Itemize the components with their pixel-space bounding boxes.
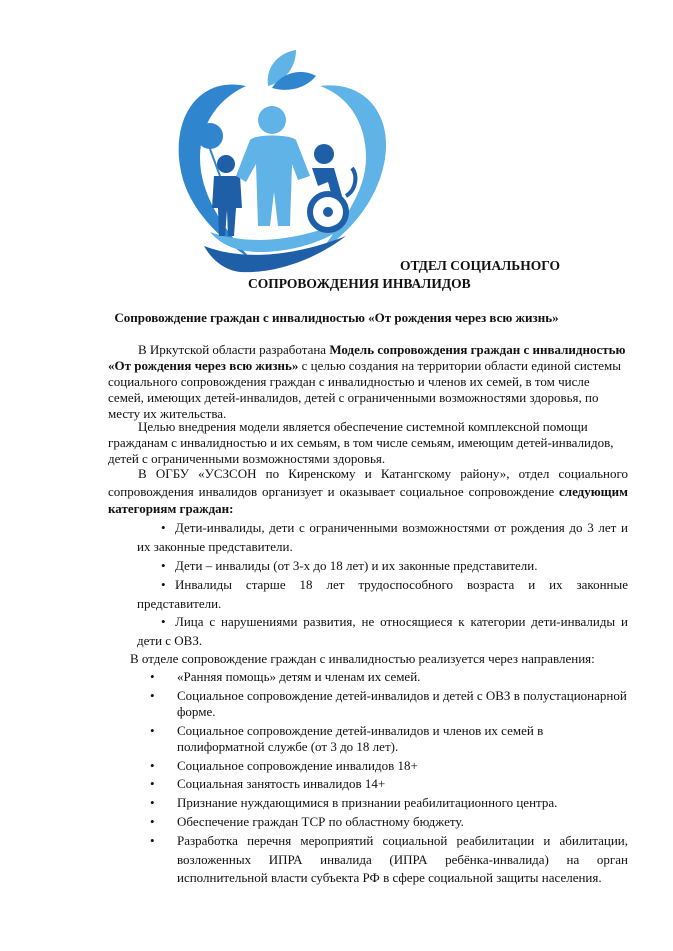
directions-heading: В отделе сопровождение граждан с инвалидностью реализуется через направления: [130,651,595,666]
category-item: • Дети – инвалиды (от 3-х до 18 лет) и их законные представители. [161,558,538,573]
category-item: • Инвалиды старше 18 лет трудоспособного возраста и их законные представители. [137,577,628,611]
adult-body-icon [236,136,310,227]
category-item: • Лица с нарушениями развития, не относящиеся к категории дети-инвалиды и дети с ОВЗ. [137,614,628,648]
list-item: • Социальное сопровождение инвалидов 18+ [150,757,418,773]
paragraph-model: В Иркутской области разработана Модель сопровождения граждан с инвалидностью «От рождения через всю жизнь» с целью создания на территории области единой системы социального сопровождения граждан с инвалидностью и членов их семей, в том числе семей, имеющих детей-инвалидов, детей с ограниченными возможностями здоровья, по месту их жительства. [108,342,626,421]
list-item: • Обеспечение граждан ТСР по областному бюджету. [150,813,464,829]
list-item: • Разработка перечня мероприятий социальной реабилитации и абилитации, возложенных ИПРА инвалида (ИПРА ребёнка-инвалида) на орган исполнительной власти субъекта РФ в сфере социальной защиты населения. [150,833,628,886]
paragraph-goal: Целью внедрения модели является обеспечение системной комплексной помощи гражданам с инвалидностью и их семьям, в том числе семьям, имеющим детей-инвалидов, детей с ограниченными возможностями здоровья. [108,419,614,466]
header-line-1: ОТДЕЛ СОЦИАЛЬНОГО [400,258,560,273]
list-item: • Социальное сопровождение детей-инвалидов и членов их семей в полиформатной службе (от 3 до 18 лет). [150,722,544,754]
family-wheelchair-heart-logo [170,46,400,282]
directions-list [150,669,628,890]
list-item: • Признание нуждающимися в признании реабилитационного центра. [150,794,558,810]
list-item: • «Ранняя помощь» детям и членам их семей. [150,669,421,684]
category-item: • Дети-инвалиды, дети с ограниченными возможностями от рождения до 3 лет и их законные представители. [137,520,628,554]
header-line-2: СОПРОВОЖДЕНИЯ ИНВАЛИДОВ [248,276,471,291]
wheelchair-child-head-icon [314,144,334,164]
balloon-icon [197,123,223,149]
adult-head-icon [258,106,286,134]
paragraph-department: В ОГБУ «УСЗСОН по Киренскому и Катангскому району», отдел социального сопровождения инвалидов организует и оказывает социальное сопровождение следующим категориям граждан: [108,466,628,516]
list-item: • Социальное сопровождение детей-инвалидов и детей с ОВЗ в полустационарной форме. [150,687,627,719]
subtitle: Сопровождение граждан с инвалидностью «От рождения через всю жизнь» [114,310,559,325]
list-item: • Социальная занятость инвалидов 14+ [150,776,386,792]
child-head-icon [217,155,235,173]
